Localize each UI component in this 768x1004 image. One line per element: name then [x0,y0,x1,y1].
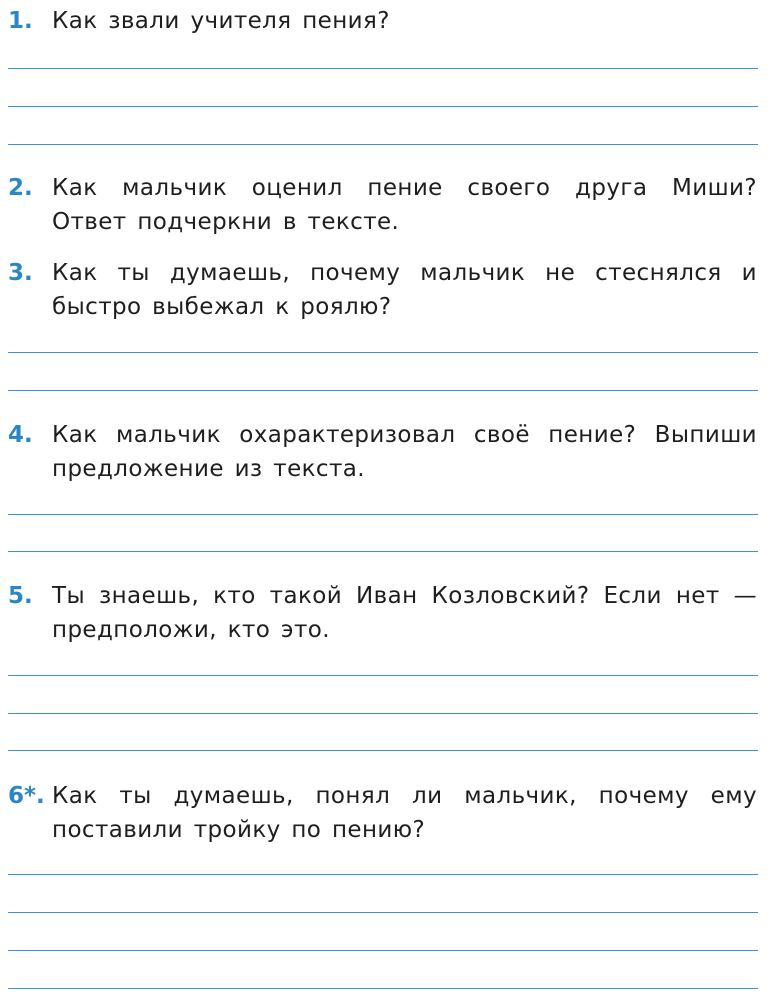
question-number: 2. [8,175,33,201]
question-number: 1. [8,8,33,34]
answer-line[interactable] [8,950,758,951]
question-number: 3. [8,260,33,286]
answer-line[interactable] [8,551,758,552]
answer-line[interactable] [8,988,758,989]
question-text: Как мальчик оценил пение своего друга Миши? Ответ подчеркни в тексте. [52,175,757,235]
question-text: Как звали учителя пения? [52,8,390,34]
answer-line[interactable] [8,514,758,515]
answer-line[interactable] [8,352,758,353]
question-number: 4. [8,422,33,448]
question-text: Как ты думаешь, почему мальчик не стеснялся и быстро выбежал к роялю? [52,260,757,320]
answer-line[interactable] [8,713,758,714]
question-number: 6*. [8,783,45,809]
answer-line[interactable] [8,106,758,107]
answer-line[interactable] [8,750,758,751]
answer-line[interactable] [8,390,758,391]
answer-line[interactable] [8,912,758,913]
question-text: Как ты думаешь, понял ли мальчик, почему ему поставили тройку по пению? [52,783,757,843]
question-number: 5. [8,583,33,609]
answer-line[interactable] [8,874,758,875]
question-text: Ты знаешь, кто такой Иван Козловский? Если нет — предположи, кто это. [52,583,757,643]
answer-line[interactable] [8,144,758,145]
answer-line[interactable] [8,68,758,69]
question-text: Как мальчик охарактеризовал своё пение? Выпиши предложение из текста. [52,422,757,482]
answer-line[interactable] [8,675,758,676]
